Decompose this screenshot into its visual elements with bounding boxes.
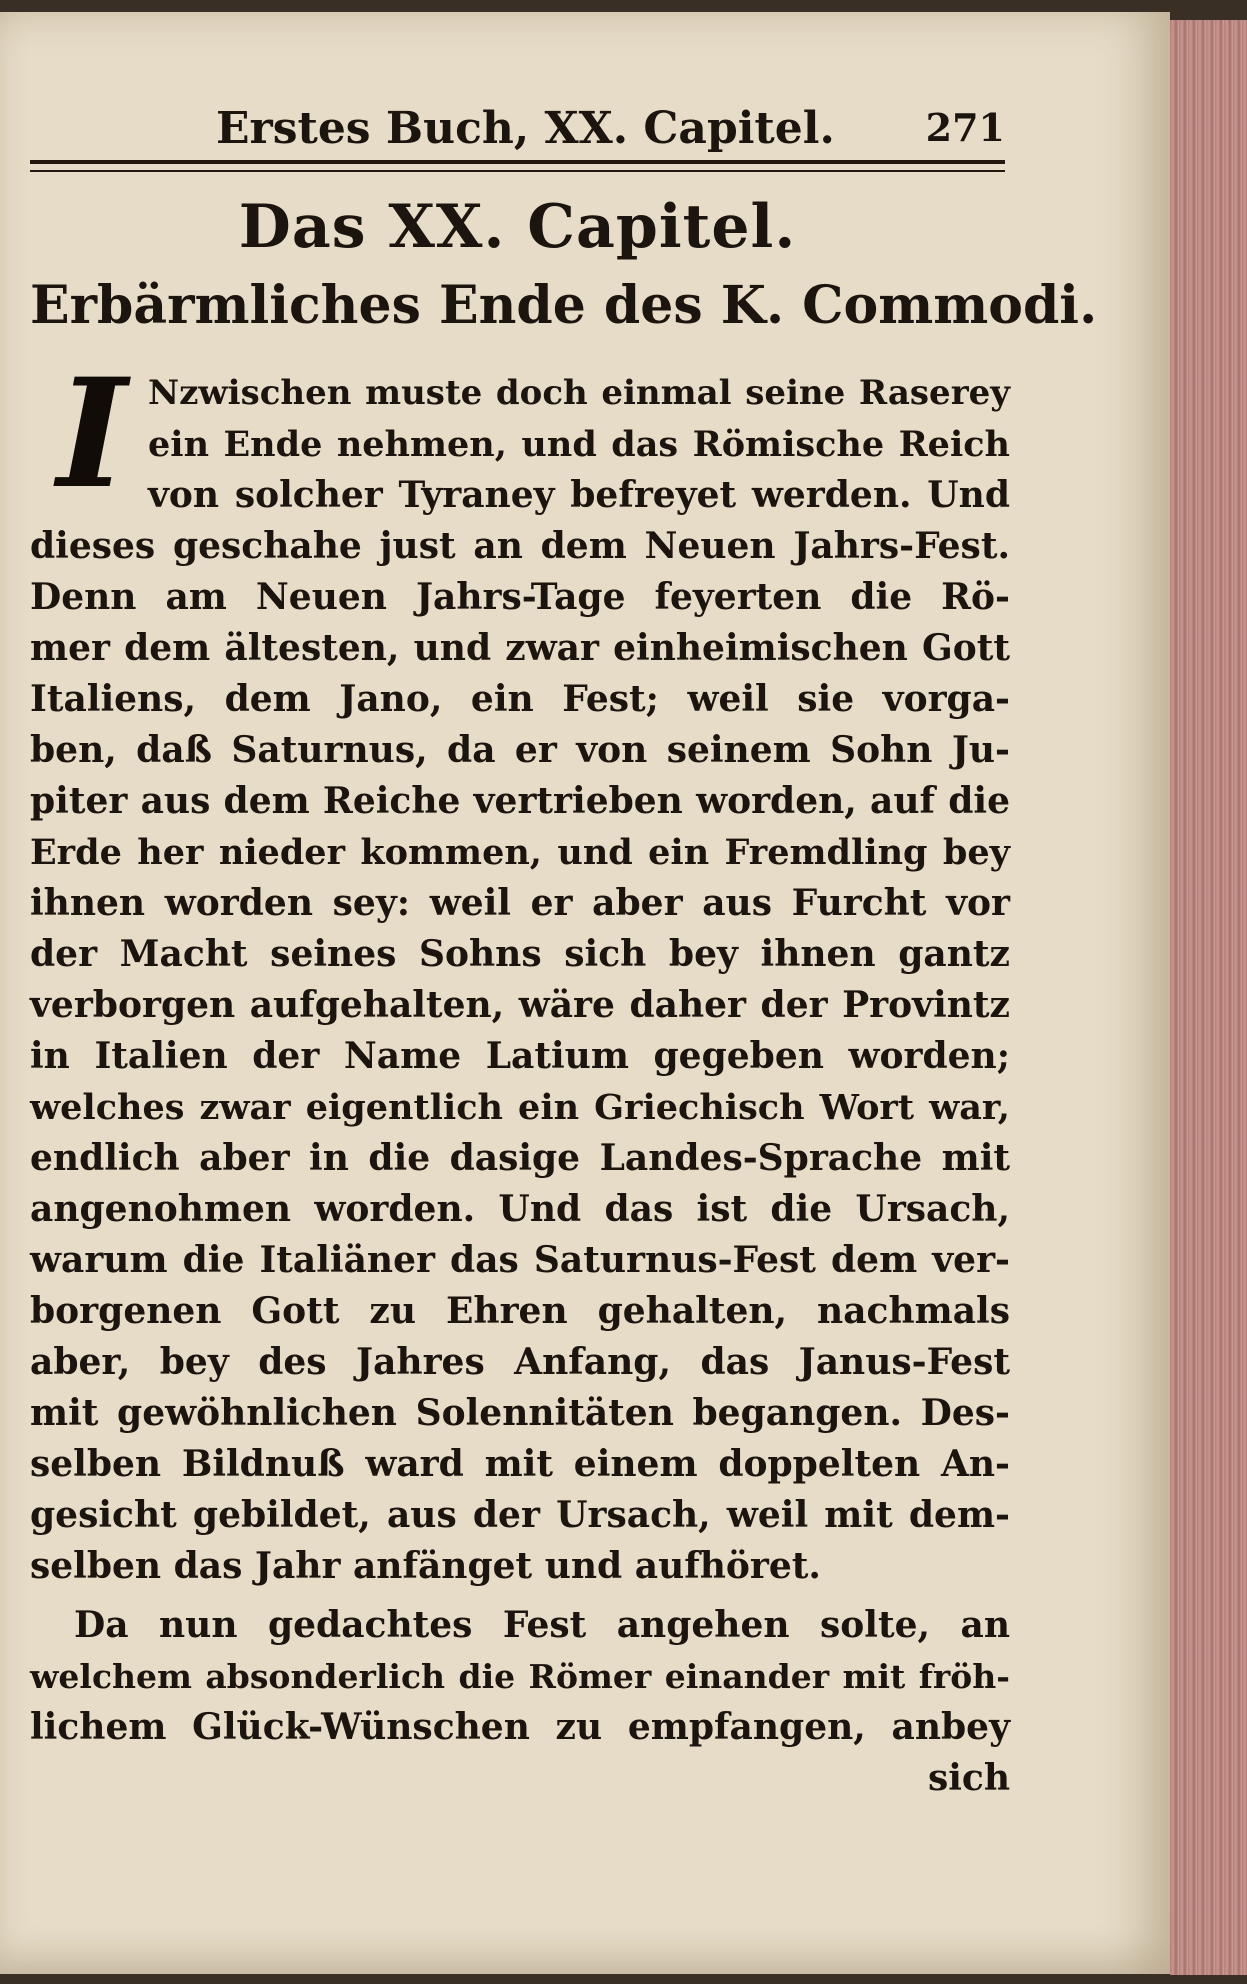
catchword: sich (927, 1757, 1010, 1799)
text-line: mer dem ältesten, und zwar einheimischen Gott (30, 627, 1010, 669)
body-text (30, 368, 1010, 1804)
text-line: gesicht gebildet, aus der Ursach, weil mit dem- (30, 1494, 1010, 1536)
chapter-title: Das XX. Capitel. (238, 192, 797, 262)
text-line: aber, bey des Jahres Anfang, das Janus-Fest (30, 1341, 1010, 1383)
text-line: welches zwar eigentlich ein Griechisch Wort war, (30, 1087, 1010, 1128)
text-line: Erde her nieder kommen, und ein Fremdling bey (30, 832, 1010, 873)
text-line: Denn am Neuen Jahrs-Tage feyerten die Rö- (30, 576, 1010, 618)
running-header (30, 95, 1005, 165)
text-line: endlich aber in die dasige Landes-Sprache mit (30, 1137, 1010, 1179)
text-line: selben Bildnuß ward mit einem doppelten An- (30, 1443, 1010, 1485)
drop-cap: I (56, 346, 128, 522)
text-line: der Macht seines Sohns sich bey ihnen gantz (30, 933, 1010, 975)
text-line: verborgen aufgehalten, wäre daher der Provintz (30, 984, 1010, 1026)
text-line: von solcher Tyraney befreyet werden. Und (148, 474, 1010, 516)
chapter-subtitle: Erbärmliches Ende des K. Commodi. (30, 275, 1098, 336)
text-line: ben, daß Saturnus, da er von seinem Sohn Ju- (30, 729, 1010, 771)
text-line: lichem Glück-Wünschen zu empfangen, anbey (30, 1706, 1010, 1748)
text-line: welchem absonderlich die Römer einander mit fröh- (30, 1657, 1010, 1696)
text-line: ein Ende nehmen, und das Römische Reich (148, 424, 1010, 465)
page-number: 271 (925, 105, 1005, 150)
header-rule (30, 160, 1005, 172)
running-title: Erstes Buch, XX. Capitel. (216, 103, 835, 154)
text-line: warum die Italiäner das Saturnus-Fest dem ver- (30, 1239, 1010, 1281)
text-line: Da nun gedachtes Fest angehen solte, an (74, 1604, 1010, 1646)
text-line: in Italien der Name Latium gegeben worden; (30, 1035, 1010, 1077)
text-line: borgenen Gott zu Ehren gehalten, nachmals (30, 1290, 1010, 1332)
text-line: angenohmen worden. Und das ist die Ursach, (30, 1188, 1010, 1230)
text-line: dieses geschahe just an dem Neuen Jahrs-Fest. (30, 525, 1010, 567)
text-line: ihnen worden sey: weil er aber aus Furcht vor (30, 882, 1010, 924)
text-line: mit gewöhnlichen Solennitäten begangen. Des- (30, 1392, 1010, 1434)
text-line: Italiens, dem Jano, ein Fest; weil sie vorga- (30, 678, 1010, 720)
text-line: Nzwischen muste doch einmal seine Raserey (148, 373, 1010, 413)
text-line: piter aus dem Reiche vertrieben worden, auf die (30, 780, 1010, 822)
page-edge (1170, 20, 1247, 1975)
text-line: selben das Jahr anfänget und aufhöret. (30, 1545, 821, 1587)
